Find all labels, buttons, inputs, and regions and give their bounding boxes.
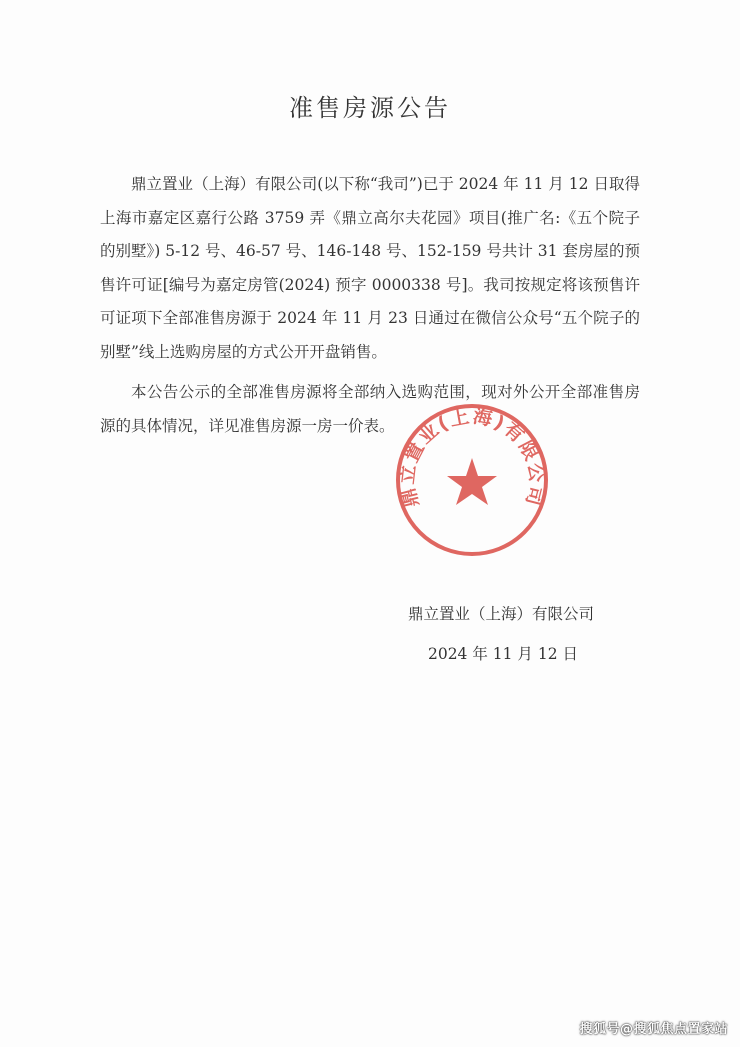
signature-date: 2024 年 11 月 12 日: [427, 645, 578, 663]
company-seal-icon: [392, 400, 552, 560]
document-body: [100, 168, 640, 443]
seal-text: 鼎立置业(上海)有限公司: [396, 405, 548, 510]
source-watermark: 搜狐号@搜狐焦点置家站: [579, 1022, 728, 1037]
paragraph-1: 鼎立置业（上海）有限公司(以下称“我司”)已于 2024 年 11 月 12 日取得上海市嘉定区嘉行公路 3759 弄《鼎立高尔夫花园》项目(推广名:《五个院子的别墅》) 5-12 号、46-57 号、146-148 号、152-159 号共计 31 套房屋的预售许可证[编号为嘉定房管(2024) 预字 0000338 号]。我司按规定将该预售许可证项下全部准售房源于 2024 年 11 月 23 日通过在微信公众号“五个院子的别墅”线上选购房屋的方式公开开盘销售。: [100, 175, 640, 361]
document-title: 准售房源公告: [289, 94, 451, 122]
signature-company: 鼎立置业（上海）有限公司: [407, 605, 594, 623]
paragraph-2: 本公告公示的全部准售房源将全部纳入选购范围，现对外公开全部准售房源的具体情况，详见准售房源一房一价表。: [100, 383, 640, 435]
